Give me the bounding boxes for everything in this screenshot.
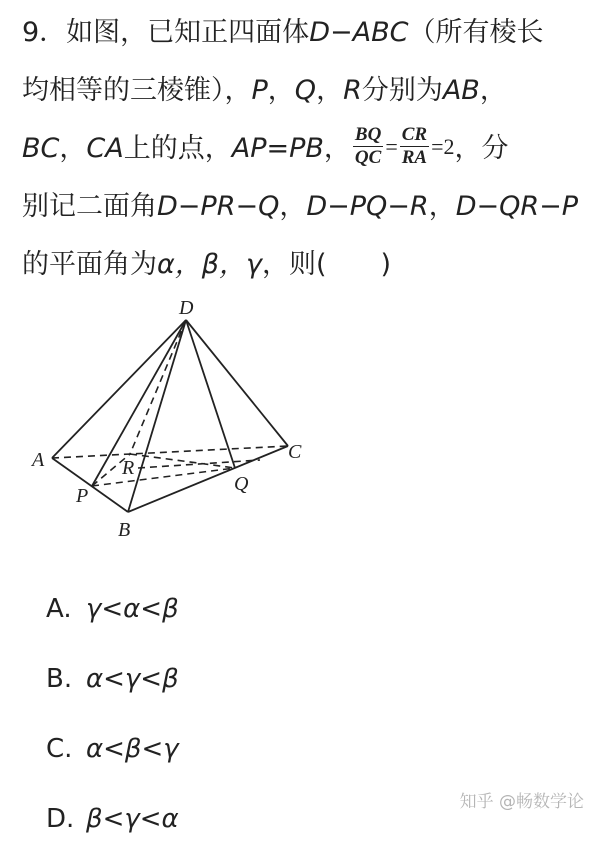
point-r: R xyxy=(343,75,362,106)
equals-sign: = xyxy=(385,133,398,159)
question-line-5 xyxy=(22,236,582,294)
fraction-cr-ra xyxy=(400,124,429,169)
edge-ab xyxy=(52,458,128,512)
paren-open-text: （所有棱长 xyxy=(408,17,544,48)
label-b: B xyxy=(118,519,131,541)
inner-dash-line xyxy=(138,460,260,468)
comma: ， xyxy=(323,133,351,164)
question-line-3 xyxy=(22,120,582,178)
option-expression: α<β<γ xyxy=(86,734,179,764)
tetrahedron-figure xyxy=(20,290,320,550)
dihedral-3: D−QR−P xyxy=(455,191,579,222)
then-text: ，则( ) xyxy=(262,249,392,280)
fraction-numerator: BQ xyxy=(354,124,382,145)
option-b[interactable] xyxy=(46,650,179,720)
dihedral-1: D−PR−Q xyxy=(157,191,280,222)
comma: ， xyxy=(479,75,507,106)
fraction-denominator: QC xyxy=(354,147,382,168)
question-line-4 xyxy=(22,178,582,236)
point-q: Q xyxy=(294,75,317,106)
ap-equals-pb: AP=PB xyxy=(231,133,324,164)
comma: ， xyxy=(267,75,295,106)
comma: ， xyxy=(59,133,87,164)
question-line-1 xyxy=(22,4,582,62)
option-expression: β<γ<α xyxy=(86,804,179,834)
line3-tail: ，分 xyxy=(454,133,509,164)
edge-ab: AB xyxy=(442,75,480,106)
answer-options xyxy=(46,580,179,860)
option-expression: γ<α<β xyxy=(86,594,179,624)
edge-ac xyxy=(52,446,288,458)
comma: ， xyxy=(428,191,456,222)
edge-dc xyxy=(186,320,288,446)
edge-dq xyxy=(186,320,235,468)
option-d[interactable] xyxy=(46,790,179,860)
label-q: Q xyxy=(234,473,249,495)
option-letter: B. xyxy=(46,664,73,694)
plane-angle-text: 的平面角为 xyxy=(22,249,157,280)
dihedral-text: 别记二面角 xyxy=(22,191,157,222)
option-letter: D. xyxy=(46,804,75,834)
respectively-text: 分别为 xyxy=(361,75,443,106)
points-on-text: 上的点， xyxy=(123,133,232,164)
label-d: D xyxy=(179,297,194,319)
label-p: P xyxy=(76,485,89,507)
edge-rq xyxy=(130,454,235,468)
fraction-denominator: RA xyxy=(401,147,428,168)
solid-edges xyxy=(52,320,288,512)
label-c: C xyxy=(288,441,302,463)
tetrahedron-name: D−ABC xyxy=(309,17,409,48)
option-letter: A. xyxy=(46,594,72,624)
watermark: 知乎 @畅数学论 xyxy=(459,792,584,812)
label-r: R xyxy=(122,457,135,479)
dihedral-2: D−PQ−R xyxy=(306,191,429,222)
edge-bc: BC xyxy=(22,133,60,164)
option-letter: C. xyxy=(46,734,73,764)
option-expression: α<γ<β xyxy=(86,664,179,694)
fraction-bq-qc xyxy=(353,124,383,169)
option-a[interactable] xyxy=(46,580,179,650)
equals-two: =2 xyxy=(431,133,455,159)
comma: ， xyxy=(279,191,307,222)
comma: ， xyxy=(316,75,344,106)
paren-close-text: 均相等的三棱锥）， xyxy=(22,75,252,106)
question-intro: 9．如图，已知正四面体 xyxy=(22,17,310,48)
point-p: P xyxy=(251,75,268,106)
option-c[interactable] xyxy=(46,720,179,790)
fraction-numerator: CR xyxy=(401,124,428,145)
question-text xyxy=(22,4,582,294)
angle-symbols: α，β，γ xyxy=(157,249,263,280)
label-a: A xyxy=(32,449,45,471)
edge-dr xyxy=(130,320,186,454)
edge-ca: CA xyxy=(86,133,124,164)
question-line-2 xyxy=(22,62,582,120)
